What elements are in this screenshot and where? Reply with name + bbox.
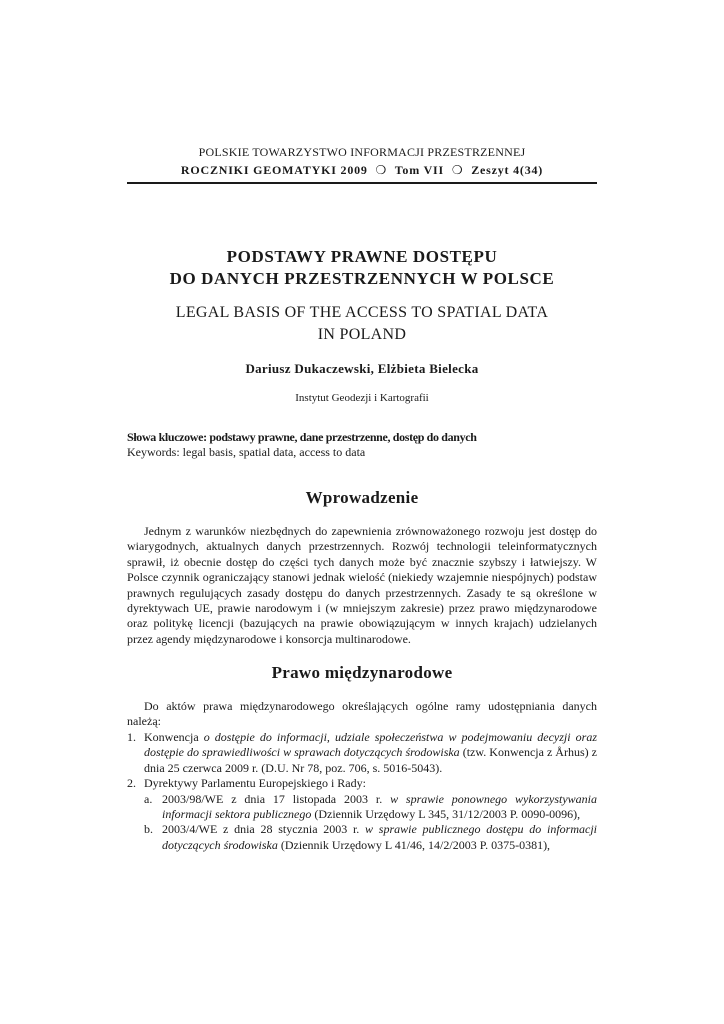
keywords-block xyxy=(127,430,597,460)
separator-icon: ❍ xyxy=(375,163,388,177)
list-item xyxy=(127,730,597,776)
sub-list-item-italic-title: w sprawie publicznego dostępu do informacji dotyczących środowiska xyxy=(162,822,597,852)
institute: Instytut Geodezji i Kartografii xyxy=(295,392,429,404)
sub-list-item-italic-title: w sprawie ponownego wykorzystywania informacji sektora publicznego xyxy=(162,791,598,822)
sub-list-item-letter: b. xyxy=(144,822,153,837)
list-item-italic-title: o dostępie do informacji, udziale społeczeństwa w podejmowaniu decyzji oraz dostępie do sprawiedliwości w sprawach dotyczących środowiska xyxy=(144,730,597,760)
list-item-number: 2. xyxy=(127,776,136,791)
sub-list-item-text: 2003/4/WE z dnia 28 stycznia 2003 r. xyxy=(162,822,366,837)
journal-volume: Tom VII xyxy=(394,163,444,177)
sub-list-item-text: (Dziennik Urzędowy L 41/46, 14/2/2003 P. 0375-0381), xyxy=(277,837,551,852)
list-item-number: 1. xyxy=(127,730,136,744)
journal-info xyxy=(127,163,597,178)
list-item-text: Konwencja xyxy=(144,730,204,744)
sub-list-item xyxy=(144,822,597,853)
international-law-paragraph: Do aktów prawa międzynarodowego określających ogólne ramy udostępniania danych należą: xyxy=(127,699,597,729)
keywords-english: Keywords: legal basis, spatial data, access to data xyxy=(127,445,366,459)
title-polish xyxy=(127,246,597,290)
title-english-line: IN POLAND xyxy=(317,326,407,343)
list-item-text: Dyrektywy Parlamentu Europejskiego i Rady: xyxy=(144,776,366,791)
title-polish-line: PODSTAWY PRAWNE DOSTĘPU xyxy=(226,247,498,266)
title-polish-line: DO DANYCH PRZESTRZENNYCH W POLSCE xyxy=(169,269,555,288)
separator-icon: ❍ xyxy=(451,163,464,177)
section-heading-international-law: Prawo międzynarodowe xyxy=(271,663,453,682)
title-english xyxy=(127,302,597,346)
sub-list-item-text: 2003/98/WE z dnia 17 listopada 2003 r. xyxy=(162,791,391,806)
title-english-line: LEGAL BASIS OF THE ACCESS TO SPATIAL DATA xyxy=(175,304,549,321)
section-heading-introduction: Wprowadzenie xyxy=(305,488,419,507)
header-divider xyxy=(127,182,597,184)
list-item xyxy=(127,776,597,853)
authors: Dariusz Dukaczewski, Elżbieta Bielecka xyxy=(245,361,479,376)
sub-list-item-letter: a. xyxy=(144,791,153,806)
journal-issue: Zeszyt 4(34) xyxy=(471,163,544,177)
society-name: POLSKIE TOWARZYSTWO INFORMACJI PRZESTRZENNEJ xyxy=(198,145,526,159)
keywords-polish: Słowa kluczowe: podstawy prawne, dane przestrzenne, dostęp do danych xyxy=(127,430,477,444)
sub-list-item xyxy=(144,792,597,823)
list-item-text: (tzw. Konwencja z Århus) z dnia 25 czerwca 2009 r. (D.U. Nr 78, poz. 706, s. 5016-5043). xyxy=(144,745,597,775)
legal-acts-list xyxy=(127,730,597,853)
sub-list-item-text: (Dziennik Urzędowy L 345, 31/12/2003 P. 0090-0096), xyxy=(311,807,581,822)
journal-title: ROCZNIKI GEOMATYKI 2009 xyxy=(180,163,368,177)
introduction-paragraph: Jednym z warunków niezbędnych do zapewnienia zrównoważonego rozwoju jest dostęp do wiarygodnych, aktualnych danych przestrzennych. Rozwój technologii teleinformatycznych sprawił, iż obecnie dostęp do części tych danych może być znacznie szybszy i łatwiejszy. W Polsce czynnik ograniczający stanowi jednak wielość (niekiedy wzajemnie niespójnych) podstaw prawnych regulujących zasady dostępu do danych przestrzennych. Zasady te są określone w dyrektywach UE, prawie narodowym i (w mniejszym zakresie) przez prawo międzynarodowe oraz politykę licencji (bazujących na prawie obowiązującym w innych krajach) udzielanych przez agendy międzynarodowe i konsorcja multinarodowe. xyxy=(127,524,597,646)
